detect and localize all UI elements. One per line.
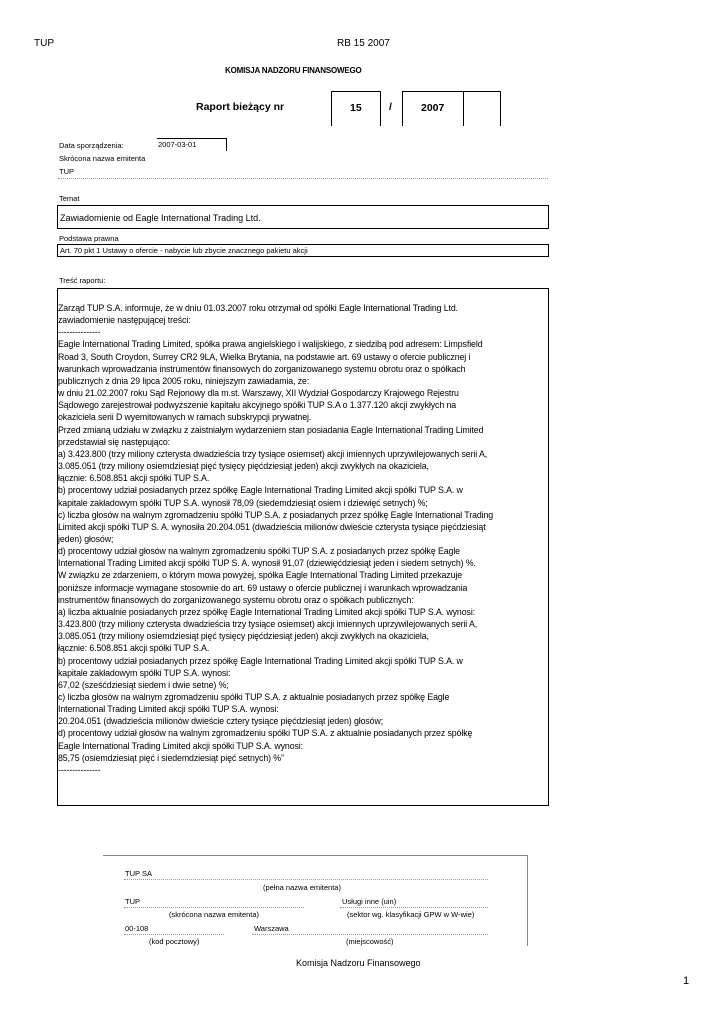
body-line: b) procentowy udział posiadanych przez spółkę Eagle International Trading Limited akcji spółki TUP S.A. w <box>58 655 463 666</box>
body-line: --------------- <box>58 764 101 775</box>
header-center: RB 15 2007 <box>337 38 390 49</box>
report-year-box <box>402 91 464 126</box>
legal-basis-label: Podstawa prawna <box>59 234 119 243</box>
legal-basis-value: Art. 70 pkt 1 Ustawy o ofercie - nabycie lub zbycie znacznego pakietu akcji <box>60 246 308 255</box>
body-line: Limited akcji spółki TUP S. A. wynosiła 20.204.051 (dwadzieścia milionów dwieście czterysta tysiące pięćdziesiąt <box>58 521 486 532</box>
body-line: poniższe informacje wymagane stosownie do art. 69 ustawy o ofercie publicznej i warunkach wprowadzania <box>58 582 468 593</box>
body-line: zawiadomienie następującej treści: <box>58 315 191 326</box>
body-line: Eagle International Trading Limited akcji spółki TUP S.A. wynosi: <box>58 740 303 751</box>
body-line: International Trading Limited akcji spółki TUP S.A. wynosi: <box>58 704 279 715</box>
city-value: Warszawa <box>254 924 289 933</box>
page-number: 1 <box>683 975 690 987</box>
sector-value: Usługi inne (uin) <box>342 897 397 906</box>
body-line: 3.085.051 (trzy miliony osiemdziesiąt pięć tysięcy pięćdziesiąt jeden) akcji zwykłych na okaziciela, <box>58 461 429 472</box>
body-line: okaziciela serii D wyemitowanych w ramach subskrypcji prywatnej. <box>58 412 312 423</box>
body-line: --------------- <box>58 327 101 338</box>
date-label: Data sporządzenia: <box>59 141 124 150</box>
report-label: Raport bieżący nr <box>196 101 285 113</box>
report-body <box>58 302 550 776</box>
sector-line <box>340 907 488 908</box>
body-line: W związku ze zdarzeniem, o którym mowa powyżej, spółka Eagle International Trading Limited przekazuje <box>58 570 463 581</box>
body-line: kapitale zakładowym spółki TUP S.A. wynosi: <box>58 667 231 678</box>
body-line: d) procentowy udział głosów na walnym zgromadzeniu spółki TUP S.A. z posiadanych przez spółkę Eagle <box>58 546 460 557</box>
report-separator: / <box>389 101 392 113</box>
body-line: Sądowego zarejestrował podwyższenie kapitału akcyjnego spółki TUP S.A o 1.377.120 akcji zwykłych na <box>58 400 457 411</box>
report-number: 15 <box>350 102 362 114</box>
topic-value: Zawiadomienie od Eagle International Trading Ltd. <box>60 213 261 223</box>
header-left: TUP <box>34 38 54 49</box>
body-line: d) procentowy udział głosów na walnym zgromadzeniu spółki TUP S.A. z aktualnie posiadanych przez spółkę <box>58 728 473 739</box>
authority-title: KOMISJA NADZORU FINANSOWEGO <box>225 66 362 75</box>
short-name-caption: (skrócona nazwa emitenta) <box>169 910 260 919</box>
date-value: 2007-03-01 <box>158 140 197 149</box>
postcode-value: 00-108 <box>125 924 149 933</box>
postcode-line <box>124 934 224 935</box>
short-name-value: TUP <box>59 167 74 176</box>
legal-basis-box <box>57 244 549 257</box>
body-line: jeden) głosów; <box>58 533 114 544</box>
date-box <box>157 138 227 151</box>
topic-label: Temat <box>59 194 80 203</box>
report-year: 2007 <box>421 102 445 114</box>
content-label: Treść raportu: <box>59 276 106 285</box>
footer-authority: Komisja Nadzoru Finansowego <box>296 958 421 968</box>
body-line: Zarząd TUP S.A. informuje, że w dniu 01.03.2007 roku otrzymał od spółki Eagle International Trading Ltd. <box>58 303 459 313</box>
topic-box <box>57 205 549 229</box>
body-line: łącznie: 6.508.851 akcji spółki TUP S.A. <box>58 643 210 654</box>
body-line: Road 3, South Croydon, Surrey CR2 9LA, Wielka Brytania, na podstawie art. 69 ustawy o ofercie publicznej i <box>58 351 471 362</box>
city-line <box>252 934 488 935</box>
short-name-footer-value: TUP <box>125 897 140 906</box>
body-line: publicznych z dnia 29 lipca 2005 roku, niniejszym zawiadamia, że: <box>58 375 310 386</box>
body-line: 85,75 (osiemdziesiąt pięć i siedemdziesiąt pięć setnych) %” <box>58 752 284 763</box>
body-line: c) liczba głosów na walnym zgromadzeniu spółki TUP S.A. z posiadanych przez spółkę Eagle International Trading <box>58 509 494 520</box>
body-line: a) 3.423.800 (trzy miliony czterysta dwadzieścia trzy tysiące osiemset) akcji imiennych uprzywilejowanych serii A, <box>58 448 488 459</box>
short-name-label: Skrócona nazwa emitenta <box>59 154 146 163</box>
city-caption: (miejscowość) <box>346 937 394 946</box>
sector-caption: (sektor wg. klasyfikacji GPW w W-wie) <box>347 910 475 919</box>
divider <box>58 178 548 179</box>
postcode-caption: (kod pocztowy) <box>149 937 200 946</box>
body-line: łącznie: 6.508.851 akcji spółki TUP S.A. <box>58 473 210 484</box>
body-line: c) liczba głosów na walnym zgromadzeniu spółki TUP S.A. z aktualnie posiadanych przez spółkę Eagle <box>58 692 450 702</box>
body-line: 67,02 (sześćdziesiąt siedem i dwie setne) %; <box>58 679 229 690</box>
body-line: b) procentowy udział posiadanych przez spółkę Eagle International Trading Limited akcji spółki TUP S.A. w <box>58 485 463 496</box>
body-line: instrumentów finansowych do zorganizowanego systemu obrotu oraz o spółkach publicznych: <box>58 594 414 605</box>
body-line: 3.085.051 (trzy miliony osiemdziesiąt pięć tysięcy pięćdziesiąt jeden) akcji zwykłych na okaziciela, <box>58 631 429 642</box>
footer-box <box>103 855 528 946</box>
body-line: a) liczba aktualnie posiadanych przez spółkę Eagle International Trading Limited akcji spółki TUP S.A. wynosi: <box>58 606 476 617</box>
body-line: przedstawiał się następująco: <box>58 436 171 447</box>
report-extra-box <box>464 91 501 126</box>
body-line: warunkach wprowadzania instrumentów finansowych do zorganizowanego systemu obrotu oraz o spółkach <box>58 363 466 374</box>
body-line: International Trading Limited akcji spółki TUP S. A. wynosił 91,07 (dziewięćdziesiąt jeden i siedem setnych) %. <box>58 558 476 569</box>
body-line: 20.204.051 (dwadzieścia milionów dwieście cztery tysiące pięćdziesiąt jeden) głosów; <box>58 716 384 727</box>
body-line: Eagle International Trading Limited, spółka prawa angielskiego i walijskiego, z siedzibą pod adresem: Limpsfield <box>58 339 483 350</box>
full-name-caption: (pełna nazwa emitenta) <box>263 883 341 892</box>
short-name-line <box>124 907 304 908</box>
body-line: Przed zmianą udziału w związku z zaistniałym wydarzeniem stan posiadania Eagle International Trading Limited <box>58 424 484 435</box>
body-line: 3.423.800 (trzy miliony czterysta dwadzieścia trzy tysiące osiemset) akcji imiennych uprzywilejowanych serii A, <box>58 619 478 630</box>
report-number-box <box>331 91 381 126</box>
full-name-value: TUP SA <box>125 869 152 878</box>
full-name-line <box>124 879 488 880</box>
body-line: w dniu 21.02.2007 roku Sąd Rejonowy dla m.st. Warszawy, XII Wydział Gospodarczy Krajowego Rejestru <box>58 388 459 399</box>
body-line: kapitale zakładowym spółki TUP S.A. wynosił 78,09 (siedemdziesiąt osiem i dziewięć setnych) %; <box>58 497 428 508</box>
